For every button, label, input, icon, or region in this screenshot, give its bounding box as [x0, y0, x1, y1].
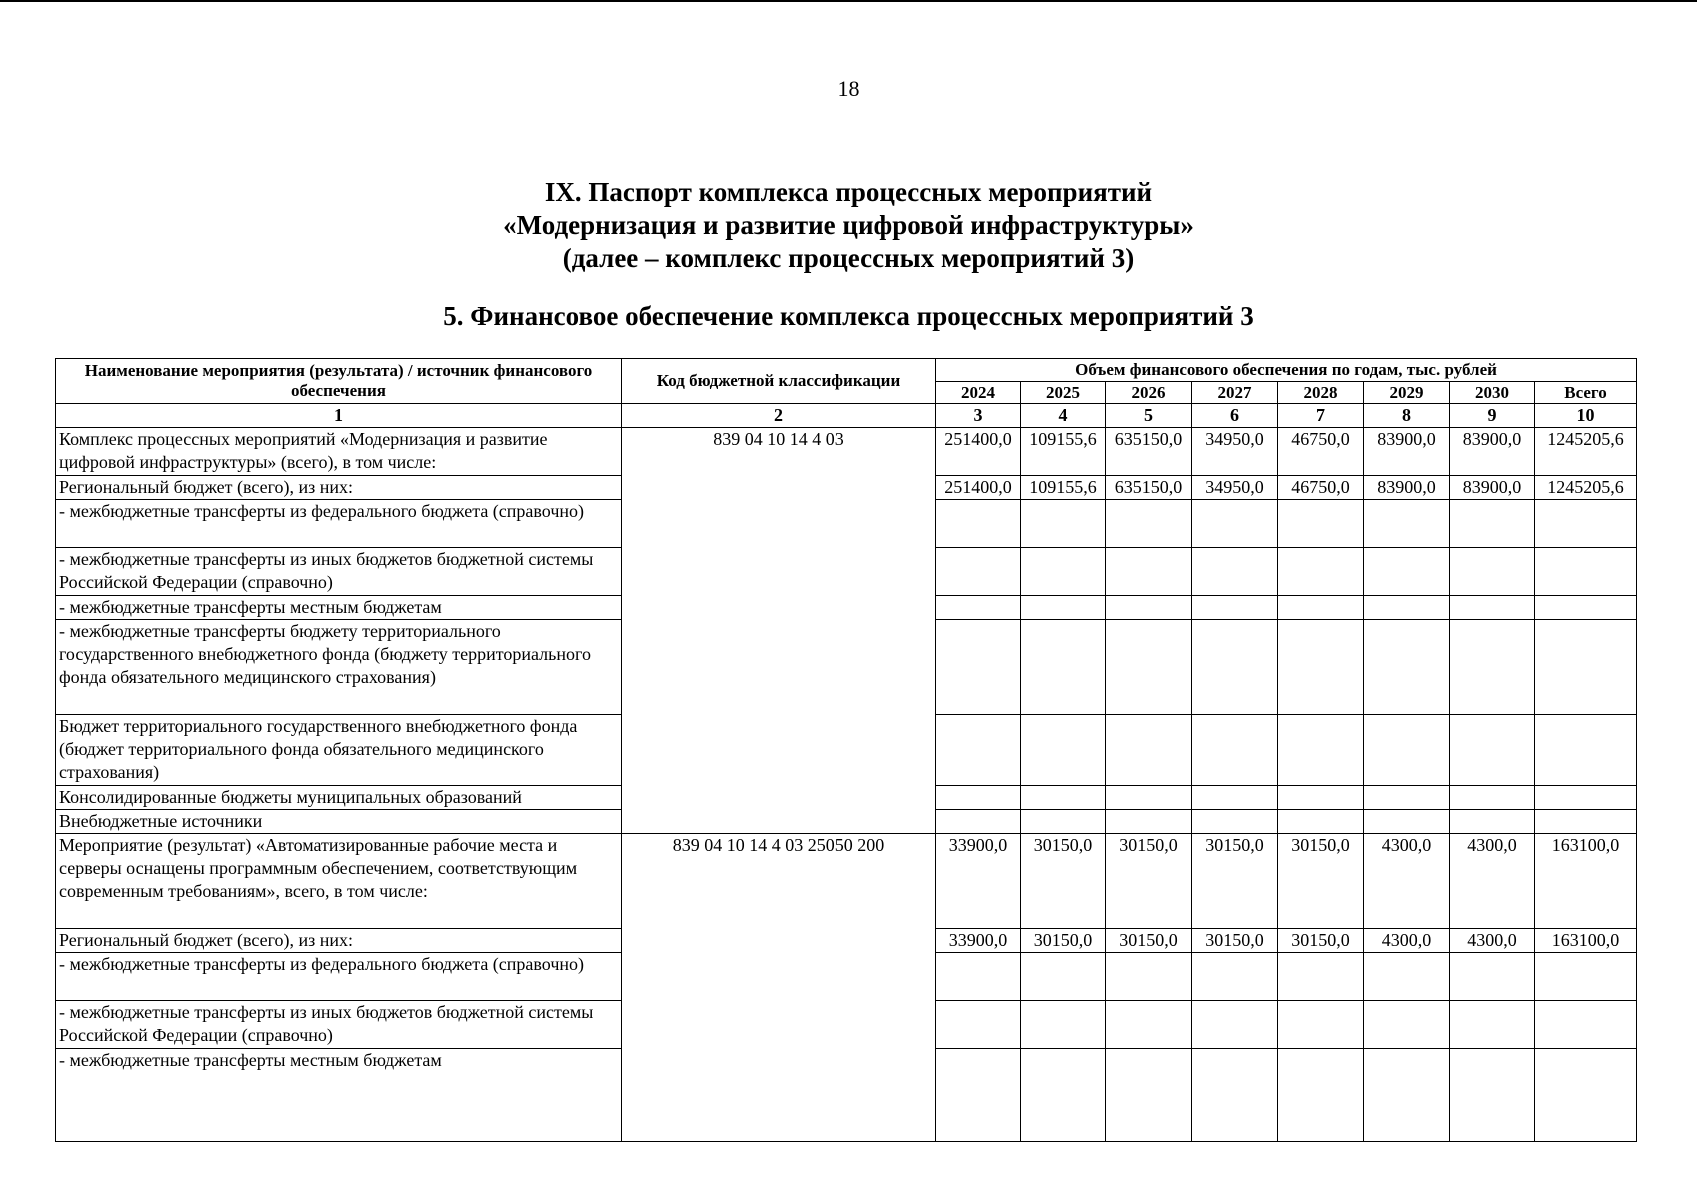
value-cell — [1450, 786, 1535, 810]
budget-code: 839 04 10 14 4 03 25050 200 — [622, 834, 936, 1142]
top-border-line — [0, 0, 1697, 2]
value-cell — [1535, 786, 1637, 810]
value-cell — [1106, 596, 1192, 620]
header-name: Наименование мероприятия (результата) / источник финансового обеспечения — [56, 359, 622, 404]
row-name: Мероприятие (результат) «Автоматизированные рабочие места и серверы оснащены программным обеспечением, соответствующим современным требованиям», всего, в том числе: — [56, 834, 622, 929]
title-line-3: (далее – комплекс процессных мероприятий 3) — [562, 243, 1135, 273]
value-cell: 4300,0 — [1364, 834, 1450, 929]
value-cell: 83900,0 — [1450, 428, 1535, 476]
value-cell — [1021, 500, 1106, 548]
value-cell — [1278, 500, 1364, 548]
column-number: 2 — [622, 404, 936, 428]
row-name: - межбюджетные трансферты из федерального бюджета (справочно) — [56, 500, 622, 548]
column-number: 7 — [1278, 404, 1364, 428]
value-cell — [936, 786, 1021, 810]
value-cell — [1364, 786, 1450, 810]
value-cell: 4300,0 — [1450, 834, 1535, 929]
value-cell — [1278, 596, 1364, 620]
value-cell — [1364, 715, 1450, 786]
value-cell — [1450, 953, 1535, 1001]
value-cell — [1535, 1001, 1637, 1049]
value-cell: 251400,0 — [936, 476, 1021, 500]
value-cell: 30150,0 — [1021, 834, 1106, 929]
value-cell — [936, 500, 1021, 548]
value-cell — [1364, 620, 1450, 715]
value-cell: 30150,0 — [1192, 834, 1278, 929]
value-cell — [1450, 1049, 1535, 1142]
value-cell: 109155,6 — [1021, 428, 1106, 476]
value-cell — [1192, 548, 1278, 596]
value-cell — [1192, 1049, 1278, 1142]
value-cell: 83900,0 — [1364, 428, 1450, 476]
row-name: - межбюджетные трансферты местным бюджетам — [56, 596, 622, 620]
value-cell — [936, 548, 1021, 596]
table-row — [56, 428, 1637, 476]
header-volume: Объем финансового обеспечения по годам, тыс. рублей — [936, 359, 1637, 382]
header-year: 2025 — [1021, 382, 1106, 404]
value-cell — [1192, 953, 1278, 1001]
value-cell: 4300,0 — [1364, 929, 1450, 953]
title-line-1: IX. Паспорт комплекса процессных мероприятий — [544, 177, 1153, 207]
value-cell: 83900,0 — [1364, 476, 1450, 500]
budget-code: 839 04 10 14 4 03 — [622, 428, 936, 834]
value-cell — [1364, 953, 1450, 1001]
header-year: 2026 — [1106, 382, 1192, 404]
value-cell — [1450, 715, 1535, 786]
column-number: 4 — [1021, 404, 1106, 428]
value-cell — [1106, 500, 1192, 548]
value-cell — [1278, 715, 1364, 786]
column-number-row — [56, 404, 1637, 428]
header-year: 2028 — [1278, 382, 1364, 404]
value-cell — [1278, 620, 1364, 715]
value-cell: 635150,0 — [1106, 476, 1192, 500]
title-line-2: «Модернизация и развитие цифровой инфраструктуры» — [503, 210, 1194, 240]
column-number: 1 — [56, 404, 622, 428]
value-cell: 251400,0 — [936, 428, 1021, 476]
header-year: 2027 — [1192, 382, 1278, 404]
value-cell — [1364, 1049, 1450, 1142]
value-cell: 109155,6 — [1021, 476, 1106, 500]
value-cell: 30150,0 — [1106, 929, 1192, 953]
row-name: Бюджет территориального государственного внебюджетного фонда (бюджет территориального фонда обязательного медицинского страхования) — [56, 715, 622, 786]
value-cell — [1021, 620, 1106, 715]
page-number: 18 — [837, 76, 860, 101]
value-cell — [936, 1049, 1021, 1142]
row-name: Внебюджетные источники — [56, 810, 622, 834]
value-cell — [1535, 596, 1637, 620]
value-cell: 30150,0 — [1192, 929, 1278, 953]
value-cell — [1278, 953, 1364, 1001]
row-name: - межбюджетные трансферты местным бюджетам — [56, 1049, 622, 1142]
value-cell — [936, 1001, 1021, 1049]
value-cell — [936, 953, 1021, 1001]
value-cell — [1106, 620, 1192, 715]
value-cell: 33900,0 — [936, 929, 1021, 953]
value-cell — [1364, 810, 1450, 834]
value-cell — [936, 620, 1021, 715]
value-cell: 30150,0 — [1278, 929, 1364, 953]
value-cell — [1364, 1001, 1450, 1049]
value-cell: 83900,0 — [1450, 476, 1535, 500]
value-cell — [1450, 500, 1535, 548]
column-number: 8 — [1364, 404, 1450, 428]
value-cell: 163100,0 — [1535, 834, 1637, 929]
value-cell — [1021, 596, 1106, 620]
value-cell — [1278, 786, 1364, 810]
value-cell — [1535, 548, 1637, 596]
value-cell — [1192, 620, 1278, 715]
document-title — [0, 176, 1697, 275]
value-cell — [1278, 1001, 1364, 1049]
value-cell — [1364, 596, 1450, 620]
header-year: 2029 — [1364, 382, 1450, 404]
value-cell — [1535, 1049, 1637, 1142]
row-name: - межбюджетные трансферты из иных бюджетов бюджетной системы Российской Федерации (справочно) — [56, 548, 622, 596]
row-name: - межбюджетные трансферты из федерального бюджета (справочно) — [56, 953, 622, 1001]
value-cell: 30150,0 — [1278, 834, 1364, 929]
value-cell: 46750,0 — [1278, 428, 1364, 476]
header-year: 2030 — [1450, 382, 1535, 404]
value-cell — [1364, 500, 1450, 548]
column-number: 9 — [1450, 404, 1535, 428]
section-subtitle: 5. Финансовое обеспечение комплекса процессных мероприятий 3 — [443, 301, 1254, 331]
value-cell — [1192, 715, 1278, 786]
value-cell — [1278, 548, 1364, 596]
value-cell — [1021, 548, 1106, 596]
value-cell — [1364, 548, 1450, 596]
value-cell — [1278, 1049, 1364, 1142]
row-name: - межбюджетные трансферты бюджету территориального государственного внебюджетного фонда (бюджету территориального фонда обязательного медицинского страхования) — [56, 620, 622, 715]
value-cell — [1021, 1001, 1106, 1049]
value-cell: 30150,0 — [1021, 929, 1106, 953]
column-number: 3 — [936, 404, 1021, 428]
value-cell — [1278, 810, 1364, 834]
value-cell — [1192, 810, 1278, 834]
value-cell: 4300,0 — [1450, 929, 1535, 953]
value-cell — [1106, 715, 1192, 786]
header-year: 2024 — [936, 382, 1021, 404]
value-cell — [1450, 596, 1535, 620]
row-name: Комплекс процессных мероприятий «Модернизация и развитие цифровой инфраструктуры» (всего), в том числе: — [56, 428, 622, 476]
value-cell: 1245205,6 — [1535, 428, 1637, 476]
value-cell — [936, 715, 1021, 786]
value-cell: 30150,0 — [1106, 834, 1192, 929]
value-cell — [1192, 1001, 1278, 1049]
value-cell — [1535, 810, 1637, 834]
column-number: 6 — [1192, 404, 1278, 428]
value-cell — [936, 810, 1021, 834]
row-name: Региональный бюджет (всего), из них: — [56, 929, 622, 953]
value-cell: 33900,0 — [936, 834, 1021, 929]
value-cell — [1450, 548, 1535, 596]
row-name: - межбюджетные трансферты из иных бюджетов бюджетной системы Российской Федерации (справочно) — [56, 1001, 622, 1049]
value-cell — [1021, 1049, 1106, 1142]
value-cell — [1450, 620, 1535, 715]
value-cell — [1106, 1001, 1192, 1049]
value-cell — [1450, 1001, 1535, 1049]
value-cell — [1106, 810, 1192, 834]
value-cell: 163100,0 — [1535, 929, 1637, 953]
value-cell — [1192, 596, 1278, 620]
value-cell: 635150,0 — [1106, 428, 1192, 476]
value-cell — [1535, 715, 1637, 786]
value-cell — [1021, 953, 1106, 1001]
value-cell — [1192, 500, 1278, 548]
value-cell — [1192, 786, 1278, 810]
value-cell — [1106, 548, 1192, 596]
header-total: Всего — [1535, 382, 1637, 404]
value-cell — [1535, 953, 1637, 1001]
financing-table — [55, 358, 1637, 1142]
table-row — [56, 834, 1637, 929]
value-cell: 34950,0 — [1192, 476, 1278, 500]
value-cell — [1021, 810, 1106, 834]
value-cell: 46750,0 — [1278, 476, 1364, 500]
row-name: Консолидированные бюджеты муниципальных образований — [56, 786, 622, 810]
value-cell — [1021, 715, 1106, 786]
value-cell — [1021, 786, 1106, 810]
value-cell — [1535, 500, 1637, 548]
value-cell: 1245205,6 — [1535, 476, 1637, 500]
value-cell — [1106, 786, 1192, 810]
value-cell — [936, 596, 1021, 620]
value-cell — [1106, 1049, 1192, 1142]
value-cell — [1535, 620, 1637, 715]
header-code: Код бюджетной классификации — [622, 359, 936, 404]
value-cell: 34950,0 — [1192, 428, 1278, 476]
column-number: 10 — [1535, 404, 1637, 428]
value-cell — [1450, 810, 1535, 834]
column-number: 5 — [1106, 404, 1192, 428]
row-name: Региональный бюджет (всего), из них: — [56, 476, 622, 500]
value-cell — [1106, 953, 1192, 1001]
